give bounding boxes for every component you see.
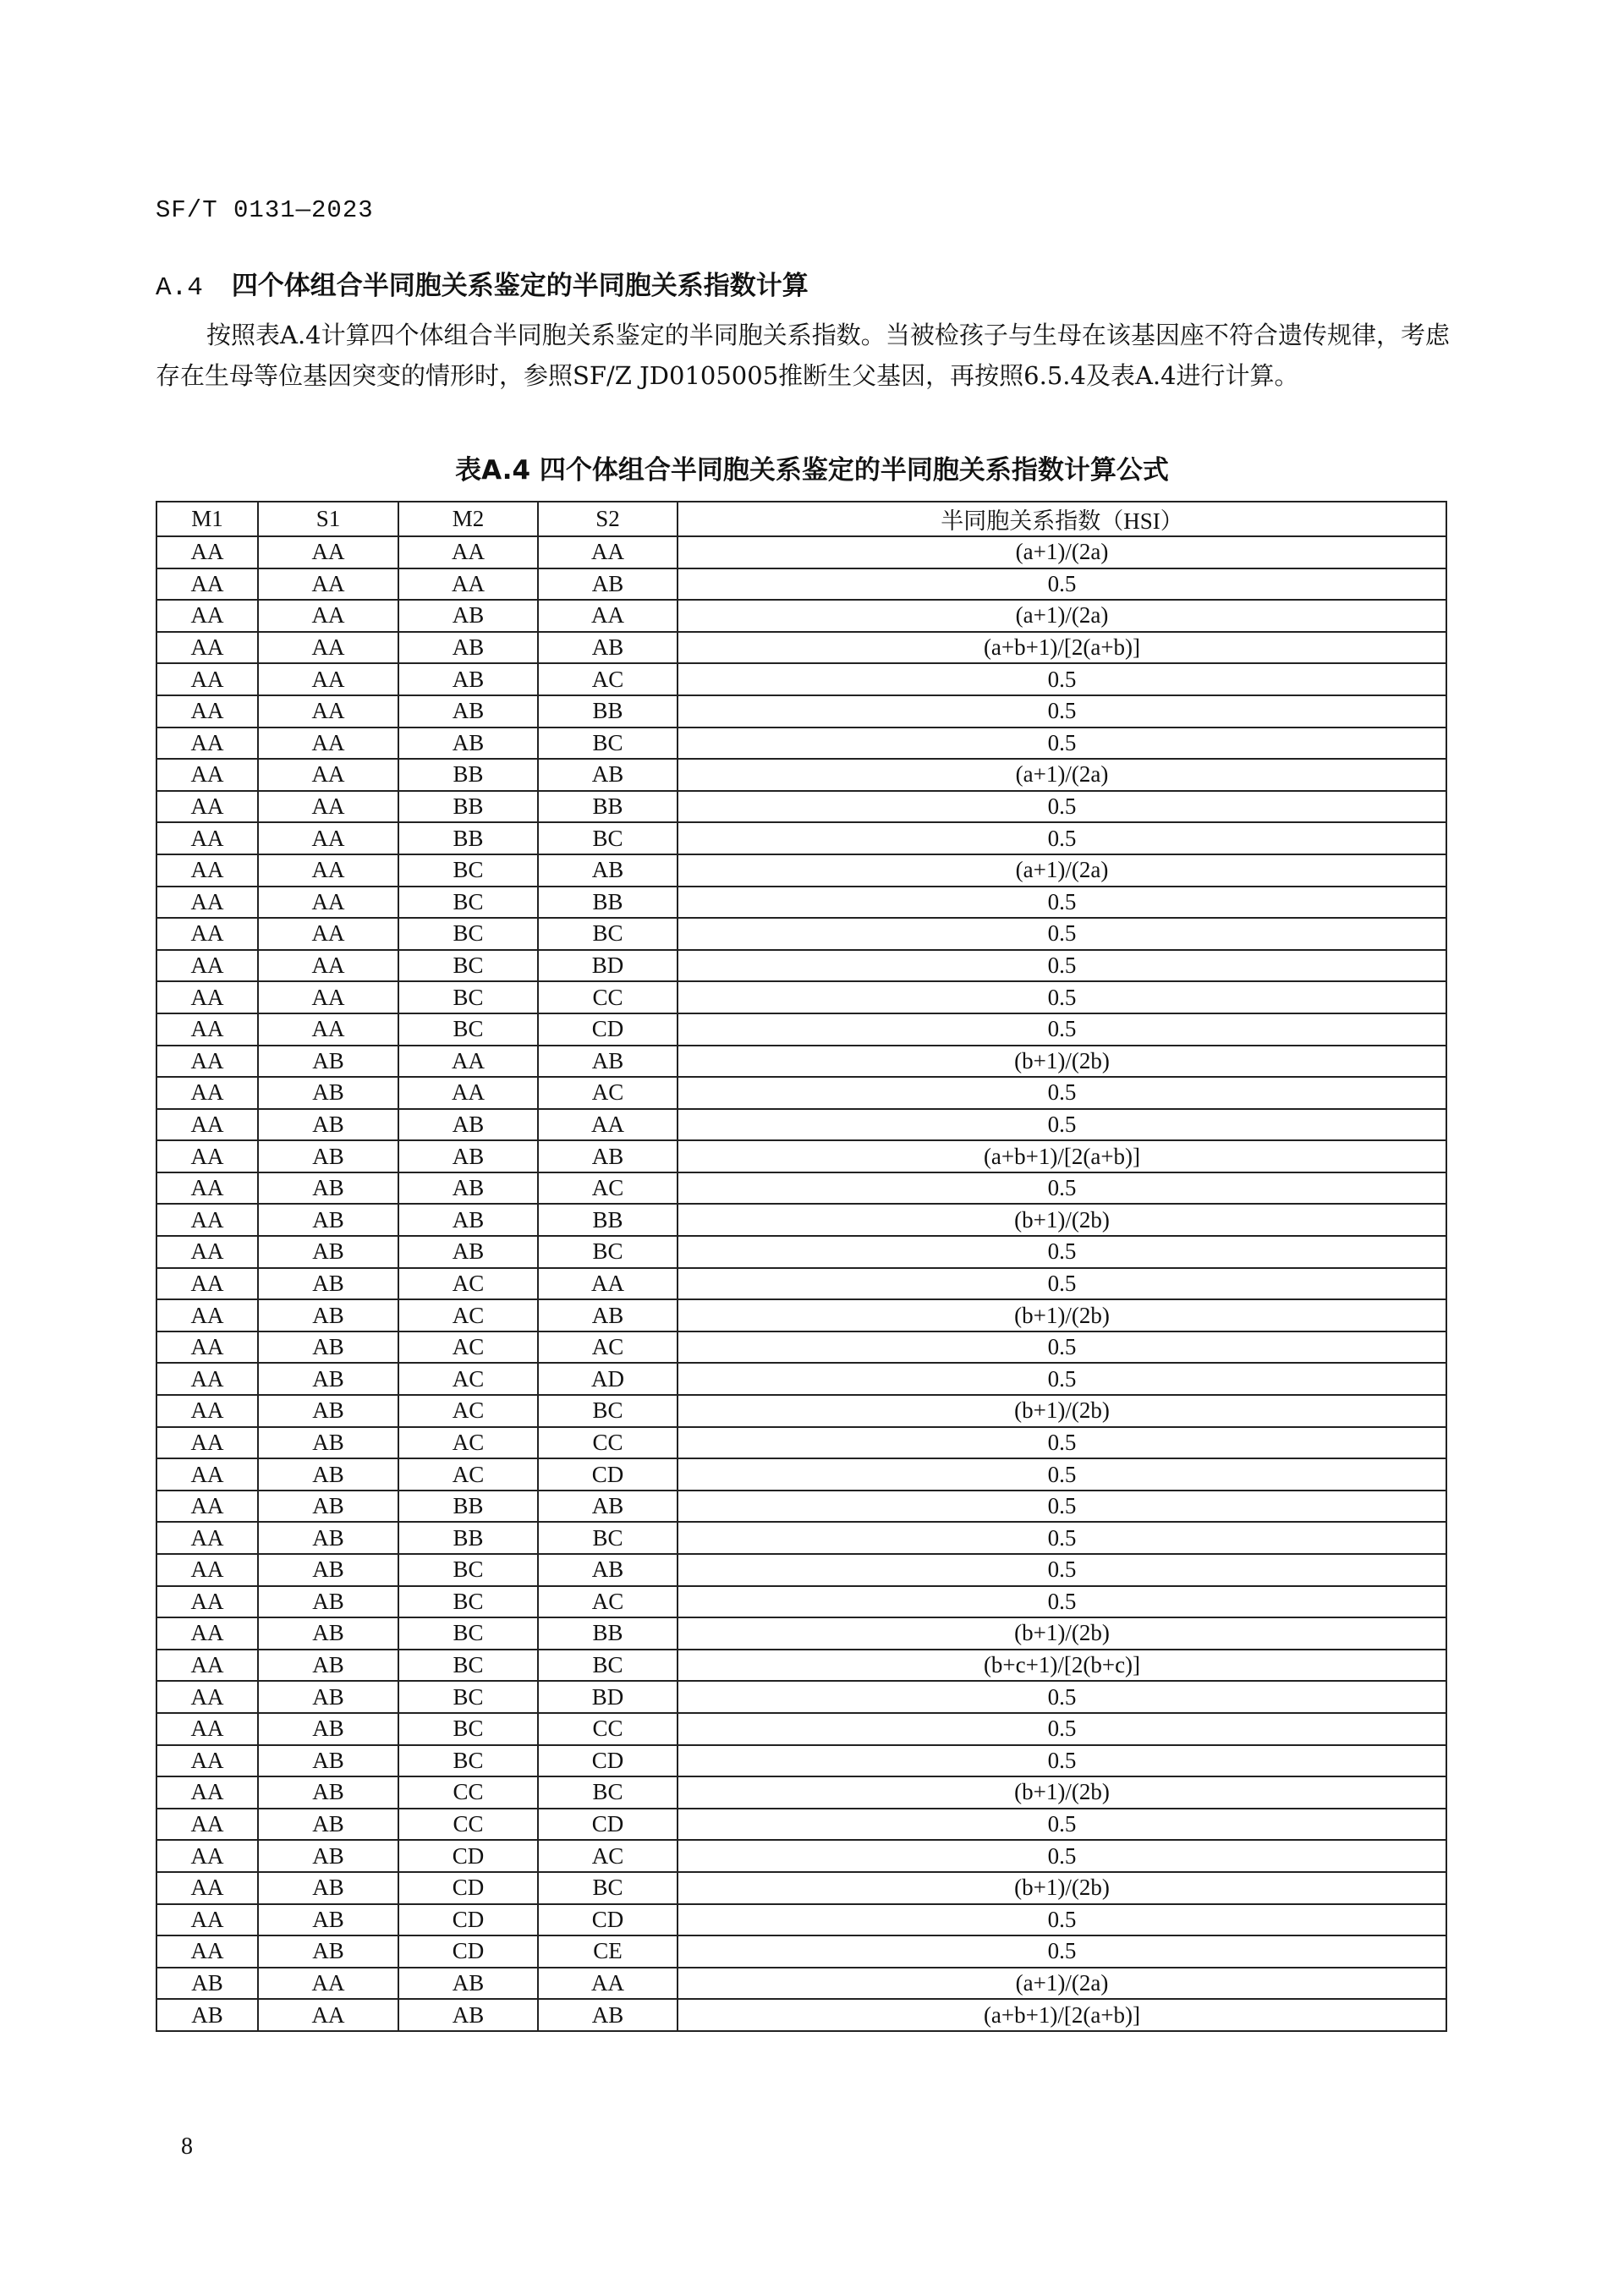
m1-cell: AA [156,1681,258,1713]
s1-cell: AA [258,1999,398,2031]
table-row [156,1617,1446,1650]
hsi-cell: (b+1)/(2b) [678,1617,1446,1650]
m2-cell: CC [398,1809,538,1841]
m1-cell: AA [156,663,258,695]
table-header-row [156,502,1446,536]
table-row [156,1776,1446,1809]
m1-cell: AA [156,1554,258,1586]
hsi-cell: 0.5 [678,1172,1446,1205]
hsi-cell: 0.5 [678,1522,1446,1554]
table-row [156,1172,1446,1205]
m2-cell: AA [398,1046,538,1078]
s2-cell: CE [538,1935,678,1968]
m2-cell: AA [398,536,538,568]
table-row [156,1140,1446,1172]
table-row [156,918,1446,950]
s2-cell: AB [538,1491,678,1523]
s1-cell: AB [258,1809,398,1841]
s2-cell: AA [538,1968,678,2000]
hsi-cell: (b+1)/(2b) [678,1872,1446,1904]
m1-cell: AA [156,822,258,854]
table-row [156,1363,1446,1395]
s2-cell: CD [538,1745,678,1777]
s2-cell: AC [538,663,678,695]
m2-cell: AA [398,1077,538,1109]
table-row [156,1299,1446,1331]
m2-cell: BC [398,950,538,982]
m1-cell: AA [156,1840,258,1872]
m1-cell: AA [156,1109,258,1141]
s2-cell: BB [538,1204,678,1236]
s1-cell: AA [258,981,398,1013]
m1-cell: AA [156,1204,258,1236]
m2-cell: CC [398,1776,538,1809]
m1-cell: AA [156,887,258,919]
table-row [156,791,1446,823]
hsi-cell: 0.5 [678,918,1446,950]
m2-cell: CD [398,1840,538,1872]
table-row [156,1236,1446,1268]
page-number: 8 [181,2133,193,2160]
hsi-cell: 0.5 [678,822,1446,854]
header-hsi: 半同胞关系指数（HSI） [678,502,1446,536]
m2-cell: BC [398,918,538,950]
m2-cell: BC [398,1681,538,1713]
m1-cell: AA [156,1809,258,1841]
m1-cell: AB [156,1968,258,2000]
s1-cell: AB [258,1427,398,1459]
m2-cell: CD [398,1935,538,1968]
m1-cell: AA [156,1491,258,1523]
s1-cell: AA [258,950,398,982]
hsi-cell: 0.5 [678,727,1446,760]
hsi-cell: 0.5 [678,1491,1446,1523]
s1-cell: AA [258,1968,398,2000]
hsi-cell: 0.5 [678,1109,1446,1141]
table-row [156,695,1446,727]
s1-cell: AB [258,1935,398,1968]
s2-cell: BC [538,1236,678,1268]
s1-cell: AA [258,791,398,823]
s2-cell: AC [538,1172,678,1205]
s1-cell: AA [258,918,398,950]
s1-cell: AB [258,1268,398,1300]
table-row [156,1077,1446,1109]
s2-cell: CC [538,1713,678,1745]
table-row [156,1109,1446,1141]
s1-cell: AB [258,1554,398,1586]
m2-cell: AB [398,1204,538,1236]
hsi-cell: 0.5 [678,887,1446,919]
table-row [156,1968,1446,2000]
m2-cell: AB [398,1109,538,1141]
m1-cell: AA [156,1650,258,1682]
m1-cell: AA [156,1713,258,1745]
s1-cell: AB [258,1650,398,1682]
s2-cell: AB [538,854,678,887]
s1-cell: AB [258,1395,398,1427]
s2-cell: CC [538,1427,678,1459]
m2-cell: AC [398,1299,538,1331]
m1-cell: AB [156,1999,258,2031]
s2-cell: AB [538,1554,678,1586]
header-s2: S2 [538,502,678,536]
m1-cell: AA [156,1617,258,1650]
table-row [156,759,1446,791]
s1-cell: AB [258,1172,398,1205]
table-row [156,1204,1446,1236]
s1-cell: AB [258,1077,398,1109]
s1-cell: AA [258,1013,398,1046]
m2-cell: AC [398,1363,538,1395]
s1-cell: AB [258,1363,398,1395]
hsi-cell: 0.5 [678,1458,1446,1491]
m2-cell: BC [398,981,538,1013]
m2-cell: BC [398,1713,538,1745]
m2-cell: BB [398,822,538,854]
table-caption: 表A.4 四个体组合半同胞关系鉴定的半同胞关系指数计算公式 [455,455,1169,486]
s1-cell: AA [258,759,398,791]
table-row [156,981,1446,1013]
body-paragraph: 按照表A.4计算四个体组合半同胞关系鉴定的半同胞关系指数。当被检孩子与生母在该基因座不符合遗传规律，考虑存在生母等位基因突变的情形时，参照SF/Z JD0105005推断生父基因，再按照6.5.4及表A.4进行计算。 [156,321,1450,390]
m1-cell: AA [156,1140,258,1172]
s2-cell: CD [538,1809,678,1841]
s1-cell: AB [258,1299,398,1331]
m1-cell: AA [156,1427,258,1459]
m2-cell: BC [398,1554,538,1586]
m1-cell: AA [156,918,258,950]
s1-cell: AB [258,1745,398,1777]
table-row [156,1935,1446,1968]
s1-cell: AA [258,695,398,727]
m1-cell: AA [156,981,258,1013]
table-row [156,568,1446,601]
table-row [156,663,1446,695]
hsi-cell: 0.5 [678,1331,1446,1364]
m2-cell: AC [398,1395,538,1427]
m2-cell: AB [398,727,538,760]
table-row [156,1809,1446,1841]
m1-cell: AA [156,695,258,727]
s1-cell: AA [258,854,398,887]
s2-cell: BC [538,1395,678,1427]
document-code: SF/T 0131—2023 [156,196,374,224]
s2-cell: CD [538,1904,678,1936]
s1-cell: AB [258,1331,398,1364]
m2-cell: AB [398,695,538,727]
s2-cell: AB [538,1046,678,1078]
hsi-cell: 0.5 [678,1013,1446,1046]
s2-cell: AB [538,568,678,601]
hsi-cell: (b+1)/(2b) [678,1204,1446,1236]
s1-cell: AB [258,1046,398,1078]
m2-cell: BC [398,1650,538,1682]
s1-cell: AB [258,1458,398,1491]
table-row [156,1331,1446,1364]
m1-cell: AA [156,1935,258,1968]
section-number: A.4 [156,273,203,303]
s1-cell: AB [258,1904,398,1936]
table-row [156,1586,1446,1618]
m2-cell: BC [398,887,538,919]
table-row [156,1999,1446,2031]
hsi-cell: 0.5 [678,1236,1446,1268]
s2-cell: CC [538,981,678,1013]
s1-cell: AA [258,600,398,632]
hsi-cell: 0.5 [678,1904,1446,1936]
m1-cell: AA [156,1363,258,1395]
s1-cell: AB [258,1109,398,1141]
hsi-cell: 0.5 [678,1363,1446,1395]
hsi-cell: 0.5 [678,1935,1446,1968]
m2-cell: AB [398,632,538,664]
table-row [156,887,1446,919]
m1-cell: AA [156,791,258,823]
table-row [156,1554,1446,1586]
m2-cell: BB [398,1491,538,1523]
s2-cell: AC [538,1586,678,1618]
m1-cell: AA [156,759,258,791]
hsi-cell: 0.5 [678,1077,1446,1109]
hsi-cell: (a+b+1)/[2(a+b)] [678,1999,1446,2031]
s1-cell: AA [258,568,398,601]
m1-cell: AA [156,1522,258,1554]
m1-cell: AA [156,727,258,760]
hsi-cell: 0.5 [678,1681,1446,1713]
table-row [156,1872,1446,1904]
s1-cell: AB [258,1713,398,1745]
m2-cell: AC [398,1458,538,1491]
header-m1: M1 [156,502,258,536]
m1-cell: AA [156,1046,258,1078]
s1-cell: AB [258,1776,398,1809]
table-row [156,1458,1446,1491]
s2-cell: BD [538,1681,678,1713]
m2-cell: AB [398,1140,538,1172]
m1-cell: AA [156,536,258,568]
s2-cell: BB [538,1617,678,1650]
hsi-cell: 0.5 [678,1268,1446,1300]
hsi-cell: 0.5 [678,1745,1446,1777]
table-row [156,1840,1446,1872]
m2-cell: BC [398,1013,538,1046]
m1-cell: AA [156,854,258,887]
s1-cell: AA [258,663,398,695]
hsi-cell: (b+c+1)/[2(b+c)] [678,1650,1446,1682]
m1-cell: AA [156,632,258,664]
m1-cell: AA [156,600,258,632]
s1-cell: AB [258,1522,398,1554]
s2-cell: CD [538,1458,678,1491]
m1-cell: AA [156,1077,258,1109]
hsi-cell: (b+1)/(2b) [678,1299,1446,1331]
m1-cell: AA [156,1299,258,1331]
hsi-cell: 0.5 [678,1840,1446,1872]
s2-cell: AD [538,1363,678,1395]
m1-cell: AA [156,568,258,601]
s2-cell: BC [538,1872,678,1904]
hsi-cell: 0.5 [678,950,1446,982]
s2-cell: AA [538,1109,678,1141]
m1-cell: AA [156,1872,258,1904]
s1-cell: AB [258,1491,398,1523]
hsi-cell: (a+1)/(2a) [678,759,1446,791]
m1-cell: AA [156,1745,258,1777]
hsi-cell: 0.5 [678,1427,1446,1459]
m1-cell: AA [156,950,258,982]
hsi-cell: 0.5 [678,1809,1446,1841]
m2-cell: AB [398,1968,538,2000]
hsi-cell: 0.5 [678,568,1446,601]
hsi-cell: (a+1)/(2a) [678,1968,1446,2000]
s1-cell: AB [258,1872,398,1904]
s2-cell: AB [538,759,678,791]
table-row [156,1522,1446,1554]
hsi-cell: (a+b+1)/[2(a+b)] [678,632,1446,664]
table-row [156,600,1446,632]
s2-cell: AB [538,1999,678,2031]
s1-cell: AB [258,1236,398,1268]
s2-cell: AC [538,1077,678,1109]
m2-cell: AB [398,1999,538,2031]
table-row [156,1713,1446,1745]
m1-cell: AA [156,1458,258,1491]
hsi-cell: (b+1)/(2b) [678,1776,1446,1809]
m1-cell: AA [156,1395,258,1427]
hsi-cell: 0.5 [678,695,1446,727]
table-row [156,1650,1446,1682]
table-row [156,950,1446,982]
s1-cell: AB [258,1840,398,1872]
table-row [156,1268,1446,1300]
m1-cell: AA [156,1236,258,1268]
table-body [156,536,1446,2031]
s2-cell: AB [538,1299,678,1331]
table-row [156,1427,1446,1459]
m1-cell: AA [156,1268,258,1300]
m2-cell: BC [398,1586,538,1618]
s1-cell: AA [258,536,398,568]
hsi-cell: 0.5 [678,1586,1446,1618]
hsi-cell: 0.5 [678,1713,1446,1745]
m2-cell: AC [398,1331,538,1364]
hsi-cell: (b+1)/(2b) [678,1395,1446,1427]
m2-cell: CD [398,1904,538,1936]
m2-cell: BC [398,1745,538,1777]
m2-cell: AA [398,568,538,601]
m1-cell: AA [156,1331,258,1364]
s1-cell: AB [258,1140,398,1172]
hsi-cell: 0.5 [678,663,1446,695]
m1-cell: AA [156,1776,258,1809]
section-heading [156,264,809,303]
m2-cell: AC [398,1268,538,1300]
s2-cell: AA [538,1268,678,1300]
m1-cell: AA [156,1904,258,1936]
table-row [156,1745,1446,1777]
s2-cell: BC [538,727,678,760]
s2-cell: AA [538,600,678,632]
s2-cell: BD [538,950,678,982]
s1-cell: AA [258,632,398,664]
table-row [156,727,1446,760]
m2-cell: AB [398,663,538,695]
table-row [156,1681,1446,1713]
m2-cell: AB [398,1236,538,1268]
s1-cell: AB [258,1204,398,1236]
s1-cell: AA [258,727,398,760]
s2-cell: BC [538,822,678,854]
table-row [156,1904,1446,1936]
s2-cell: AC [538,1840,678,1872]
s2-cell: AB [538,632,678,664]
section-title: 四个体组合半同胞关系鉴定的半同胞关系指数计算 [231,271,809,301]
m2-cell: AB [398,1172,538,1205]
s2-cell: BB [538,791,678,823]
hsi-cell: 0.5 [678,791,1446,823]
m2-cell: BC [398,854,538,887]
s1-cell: AB [258,1681,398,1713]
hsi-cell: 0.5 [678,981,1446,1013]
s2-cell: AB [538,1140,678,1172]
hsi-cell: 0.5 [678,1554,1446,1586]
hsi-cell: (b+1)/(2b) [678,1046,1446,1078]
s2-cell: BB [538,695,678,727]
hsi-cell: (a+1)/(2a) [678,854,1446,887]
s2-cell: BC [538,918,678,950]
hsi-cell: (a+1)/(2a) [678,600,1446,632]
s2-cell: BC [538,1650,678,1682]
table-row [156,632,1446,664]
m2-cell: BB [398,759,538,791]
table-row [156,1491,1446,1523]
hsi-cell: (a+b+1)/[2(a+b)] [678,1140,1446,1172]
table-row [156,1046,1446,1078]
table-row [156,822,1446,854]
s2-cell: BB [538,887,678,919]
s2-cell: BC [538,1776,678,1809]
s2-cell: CD [538,1013,678,1046]
s2-cell: AA [538,536,678,568]
m2-cell: BC [398,1617,538,1650]
m1-cell: AA [156,1013,258,1046]
hsi-cell: (a+1)/(2a) [678,536,1446,568]
s1-cell: AB [258,1586,398,1618]
m2-cell: AC [398,1427,538,1459]
header-s1: S1 [258,502,398,536]
s2-cell: AC [538,1331,678,1364]
s1-cell: AA [258,887,398,919]
m2-cell: AB [398,600,538,632]
m2-cell: BB [398,791,538,823]
hsi-table [156,501,1447,2032]
table-row [156,1013,1446,1046]
s1-cell: AB [258,1617,398,1650]
s1-cell: AA [258,822,398,854]
table-row [156,1395,1446,1427]
s2-cell: BC [538,1522,678,1554]
table-row [156,536,1446,568]
header-m2: M2 [398,502,538,536]
m1-cell: AA [156,1586,258,1618]
m2-cell: CD [398,1872,538,1904]
m2-cell: BB [398,1522,538,1554]
m1-cell: AA [156,1172,258,1205]
table-row [156,854,1446,887]
